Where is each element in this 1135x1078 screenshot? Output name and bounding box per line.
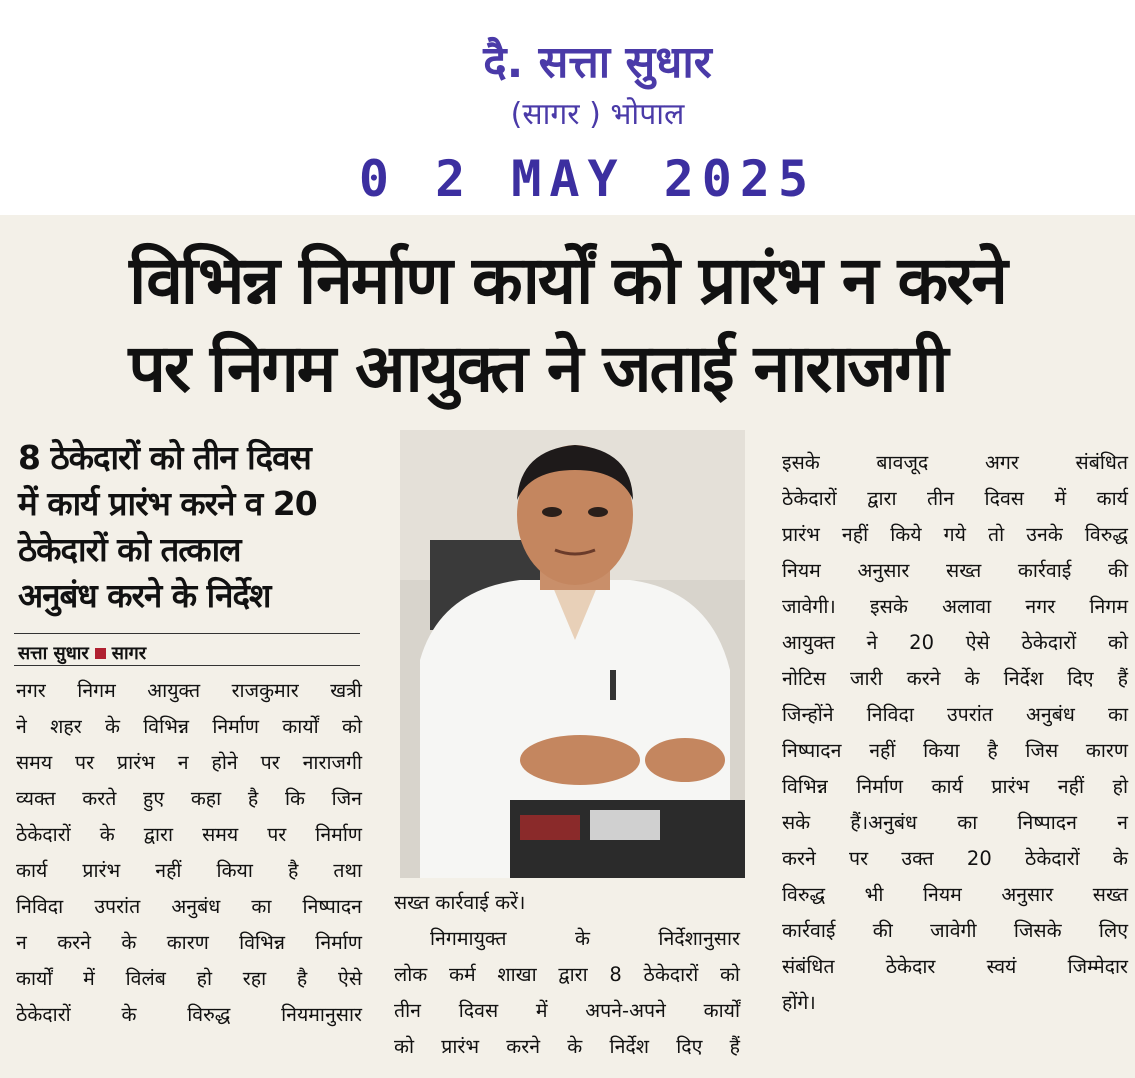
photo-image [400,430,745,878]
headline-line-2: पर निगम आयुक्त ने जताई नाराजगी [128,330,947,407]
body-line: संबंधित ठेकेदार स्वयं जिम्मेदार [782,955,1128,978]
body-line: कार्य प्रारंभ नहीं किया है तथा [16,859,362,882]
body-line: निष्पादन नहीं किया है जिस कारण [782,739,1128,762]
body-line: प्रारंभ नहीं किये गये तो उनके विरुद्ध [782,523,1128,546]
body-line: न करने के कारण विभिन्न निर्माण [16,931,362,954]
byline-source: सत्ता सुधार [18,643,89,664]
body-line: ठेकेदारों के द्वारा समय पर निर्माण [16,823,362,846]
body-line: सके हैं।अनुबंध का निष्पादन न [782,811,1128,834]
body-line: विभिन्न निर्माण कार्य प्रारंभ नहीं हो [782,775,1128,798]
body-line: निविदा उपरांत अनुबंध का निष्पादन [16,895,362,918]
body-line: लोक कर्म शाखा द्वारा 8 ठेकेदारों को [394,963,740,986]
body-line: नियम अनुसार सख्त कार्रवाई की [782,559,1128,582]
commissioner-photo [400,430,745,878]
body-line: समय पर प्रारंभ न होने पर नाराजगी [16,751,362,774]
body-line: जिन्होंने निविदा उपरांत अनुबंध का [782,703,1128,726]
byline-square-icon [95,648,106,659]
body-line: करने पर उक्त 20 ठेकेदारों के [782,847,1128,870]
divider [14,633,360,634]
body-line: व्यक्त करते हुए कहा है कि जिन [16,787,362,810]
article-column-2 [394,885,740,1065]
body-line: ने शहर के विभिन्न निर्माण कार्यों को [16,715,362,738]
body-line: इसके बावजूद अगर संबंधित [782,451,1128,474]
body-line: जावेगी। इसके अलावा नगर निगम [782,595,1128,618]
body-line: होंगे। [782,991,816,1014]
subheadline-line: अनुबंध करने के निर्देश [18,576,271,615]
body-line: ठेकेदारों के विरुद्ध नियमानुसार [16,1003,362,1026]
stamp-date: 0 2 MAY 2025 [358,150,817,208]
byline [18,641,146,665]
body-line: तीन दिवस में अपने-अपने कार्यों [394,999,740,1022]
body-line: कार्यों में विलंब हो रहा है ऐसे [16,967,362,990]
body-line: निगमायुक्त के निर्देशानुसार [430,927,740,950]
newspaper-clipping [0,215,1135,1078]
article-column-3 [782,445,1128,1021]
byline-place: सागर [111,643,147,664]
stamp-paper-name: दै. सत्ता सुधार [483,37,712,88]
subheadline-line: ठेकेदारों को तत्काल [18,530,241,569]
newspaper-stamp [0,0,1135,215]
body-line: आयुक्त ने 20 ऐसे ठेकेदारों को [782,631,1128,654]
headline-line-1: विभिन्न निर्माण कार्यों को प्रारंभ न करने [129,242,1006,319]
article-column-1 [16,673,362,1033]
subheadline [18,435,363,619]
body-line: ठेकेदारों द्वारा तीन दिवस में कार्य [782,487,1128,510]
body-line: नगर निगम आयुक्त राजकुमार खत्री [16,679,362,702]
subheadline-line: में कार्य प्रारंभ करने व 20 [18,484,317,523]
body-line: नोटिस जारी करने के निर्देश दिए हैं [782,667,1128,690]
body-line: को प्रारंभ करने के निर्देश दिए हैं [394,1035,740,1058]
body-line: सख्त कार्रवाई करें। [394,891,526,914]
divider [14,665,360,666]
subheadline-line: 8 ठेकेदारों को तीन दिवस [18,438,311,477]
body-line: विरुद्ध भी नियम अनुसार सख्त [782,883,1128,906]
body-line: कार्रवाई की जावेगी जिसके लिए [782,919,1128,942]
stamp-city: (सागर ) भोपाल [510,97,685,132]
